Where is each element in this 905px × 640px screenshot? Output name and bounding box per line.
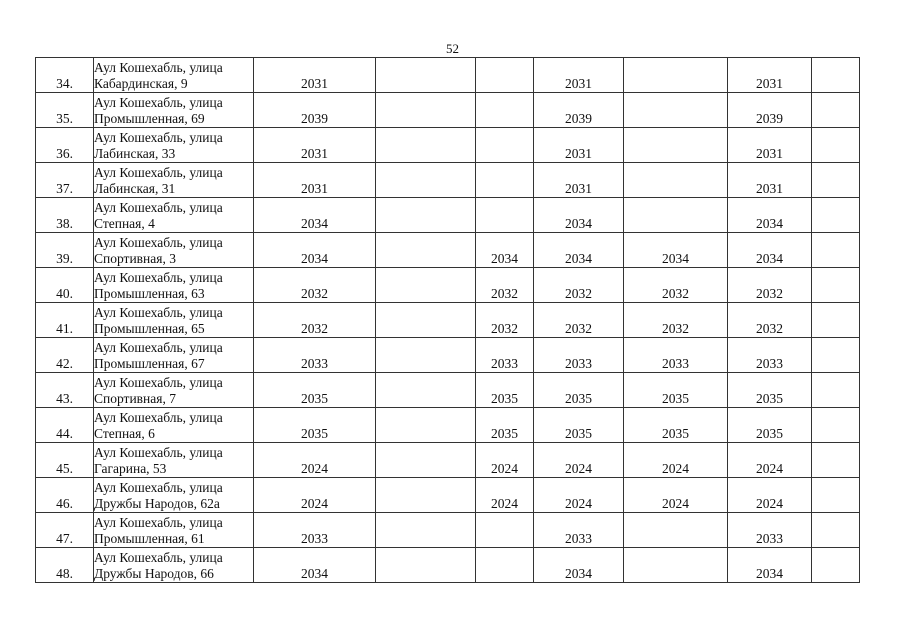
year-cell-7 [812,93,860,128]
address-cell [94,303,254,338]
year-cell-7 [812,373,860,408]
year-cell-7 [812,198,860,233]
address-line-2: Спортивная, 7 [94,391,176,406]
year-cell-3: 2034 [476,233,534,268]
address-line-2: Лабинская, 33 [94,146,176,161]
address-line-1: Аул Кошехабль, улица [94,60,223,75]
table-row [36,233,860,268]
year-cell-1: 2034 [254,233,376,268]
year-cell-4: 2033 [534,338,624,373]
address-cell [94,373,254,408]
table-row [36,58,860,93]
year-cell-2 [376,163,476,198]
address-line-2: Промышленная, 61 [94,531,205,546]
address-cell [94,478,254,513]
year-cell-7 [812,233,860,268]
year-cell-1: 2032 [254,268,376,303]
address-line-1: Аул Кошехабль, улица [94,550,223,565]
year-cell-4: 2024 [534,478,624,513]
row-number-cell: 45. [36,443,94,478]
page-number: 52 [446,41,459,56]
year-cell-4: 2034 [534,548,624,583]
year-cell-4: 2032 [534,268,624,303]
table-row [36,163,860,198]
table-row [36,478,860,513]
address-cell [94,163,254,198]
year-cell-6: 2031 [728,128,812,163]
year-cell-1: 2035 [254,408,376,443]
year-cell-3: 2035 [476,373,534,408]
table-body [36,58,860,583]
year-cell-2 [376,408,476,443]
year-cell-7 [812,58,860,93]
year-cell-2 [376,93,476,128]
year-cell-6: 2039 [728,93,812,128]
year-cell-7 [812,443,860,478]
address-cell [94,58,254,93]
address-line-2: Гагарина, 53 [94,461,167,476]
year-cell-5: 2033 [624,338,728,373]
address-line-1: Аул Кошехабль, улица [94,270,223,285]
year-cell-1: 2035 [254,373,376,408]
year-cell-6: 2032 [728,268,812,303]
address-line-2: Степная, 6 [94,426,155,441]
address-line-2: Степная, 4 [94,216,155,231]
table-row [36,548,860,583]
table-row [36,128,860,163]
year-cell-5: 2035 [624,408,728,443]
year-cell-1: 2039 [254,93,376,128]
year-cell-4: 2031 [534,128,624,163]
year-cell-2 [376,478,476,513]
year-cell-6: 2024 [728,443,812,478]
address-cell [94,513,254,548]
year-cell-5 [624,513,728,548]
year-cell-5 [624,128,728,163]
year-cell-1: 2033 [254,338,376,373]
year-cell-3: 2024 [476,478,534,513]
address-line-1: Аул Кошехабль, улица [94,235,223,250]
year-cell-7 [812,268,860,303]
table-row [36,198,860,233]
address-line-2: Кабардинская, 9 [94,76,188,91]
address-line-1: Аул Кошехабль, улица [94,515,223,530]
year-cell-3 [476,163,534,198]
year-cell-2 [376,303,476,338]
address-line-2: Дружбы Народов, 62а [94,496,220,511]
table-row [36,408,860,443]
year-cell-4: 2031 [534,163,624,198]
year-cell-6: 2034 [728,198,812,233]
address-line-2: Промышленная, 63 [94,286,205,301]
table-row [36,513,860,548]
year-cell-7 [812,338,860,373]
year-cell-5: 2035 [624,373,728,408]
year-cell-6: 2031 [728,163,812,198]
address-cell [94,128,254,163]
year-cell-6: 2033 [728,513,812,548]
row-number-cell: 37. [36,163,94,198]
year-cell-7 [812,163,860,198]
row-number-cell: 38. [36,198,94,233]
year-cell-1: 2031 [254,128,376,163]
table-row [36,303,860,338]
year-cell-3: 2032 [476,303,534,338]
address-line-1: Аул Кошехабль, улица [94,305,223,320]
year-cell-7 [812,548,860,583]
year-cell-6: 2032 [728,303,812,338]
address-cell [94,408,254,443]
year-cell-1: 2031 [254,58,376,93]
year-cell-2 [376,513,476,548]
address-cell [94,443,254,478]
address-line-2: Промышленная, 67 [94,356,205,371]
address-line-1: Аул Кошехабль, улица [94,130,223,145]
year-cell-3 [476,198,534,233]
year-cell-3 [476,128,534,163]
year-cell-6: 2031 [728,58,812,93]
address-cell [94,93,254,128]
year-cell-2 [376,443,476,478]
year-cell-6: 2035 [728,373,812,408]
year-cell-5 [624,58,728,93]
year-cell-4: 2033 [534,513,624,548]
year-cell-4: 2035 [534,373,624,408]
year-cell-5: 2024 [624,443,728,478]
year-cell-4: 2035 [534,408,624,443]
year-cell-6: 2033 [728,338,812,373]
address-line-1: Аул Кошехабль, улица [94,410,223,425]
year-cell-4: 2024 [534,443,624,478]
year-cell-3 [476,513,534,548]
table-row [36,443,860,478]
year-cell-4: 2031 [534,58,624,93]
year-cell-1: 2024 [254,443,376,478]
year-cell-5 [624,163,728,198]
year-cell-5: 2034 [624,233,728,268]
address-cell [94,233,254,268]
year-cell-3 [476,93,534,128]
year-cell-6: 2034 [728,233,812,268]
year-cell-1: 2032 [254,303,376,338]
year-cell-6: 2034 [728,548,812,583]
year-cell-2 [376,58,476,93]
table-row [36,93,860,128]
address-line-1: Аул Кошехабль, улица [94,375,223,390]
year-cell-5: 2032 [624,303,728,338]
year-cell-2 [376,198,476,233]
year-cell-4: 2034 [534,233,624,268]
address-line-1: Аул Кошехабль, улица [94,480,223,495]
row-number-cell: 47. [36,513,94,548]
year-cell-2 [376,373,476,408]
year-cell-6: 2035 [728,408,812,443]
address-cell [94,198,254,233]
year-cell-3 [476,548,534,583]
address-line-2: Спортивная, 3 [94,251,176,266]
address-line-1: Аул Кошехабль, улица [94,200,223,215]
year-cell-1: 2034 [254,198,376,233]
address-line-1: Аул Кошехабль, улица [94,445,223,460]
year-cell-5 [624,548,728,583]
year-cell-7 [812,408,860,443]
row-number-cell: 48. [36,548,94,583]
address-line-1: Аул Кошехабль, улица [94,165,223,180]
year-cell-3: 2035 [476,408,534,443]
year-cell-7 [812,128,860,163]
address-cell [94,548,254,583]
row-number-cell: 35. [36,93,94,128]
row-number-cell: 39. [36,233,94,268]
row-number-cell: 34. [36,58,94,93]
row-number-cell: 40. [36,268,94,303]
year-cell-1: 2024 [254,478,376,513]
year-cell-2 [376,268,476,303]
year-cell-3: 2033 [476,338,534,373]
row-number-cell: 44. [36,408,94,443]
year-cell-1: 2031 [254,163,376,198]
address-cell [94,338,254,373]
row-number-cell: 46. [36,478,94,513]
year-cell-3 [476,58,534,93]
address-line-2: Промышленная, 69 [94,111,205,126]
year-cell-5 [624,93,728,128]
address-cell [94,268,254,303]
address-line-2: Дружбы Народов, 66 [94,566,214,581]
year-cell-7 [812,303,860,338]
row-number-cell: 36. [36,128,94,163]
year-cell-3: 2032 [476,268,534,303]
year-cell-2 [376,233,476,268]
year-cell-7 [812,478,860,513]
row-number-cell: 41. [36,303,94,338]
row-number-cell: 43. [36,373,94,408]
data-table [35,57,860,583]
row-number-cell: 42. [36,338,94,373]
year-cell-3: 2024 [476,443,534,478]
year-cell-2 [376,548,476,583]
table-row [36,338,860,373]
address-line-2: Лабинская, 31 [94,181,176,196]
year-cell-6: 2024 [728,478,812,513]
year-cell-5: 2032 [624,268,728,303]
year-cell-5 [624,198,728,233]
year-cell-4: 2039 [534,93,624,128]
year-cell-1: 2034 [254,548,376,583]
address-line-1: Аул Кошехабль, улица [94,340,223,355]
year-cell-1: 2033 [254,513,376,548]
year-cell-2 [376,128,476,163]
address-line-1: Аул Кошехабль, улица [94,95,223,110]
year-cell-7 [812,513,860,548]
table-row [36,268,860,303]
year-cell-5: 2024 [624,478,728,513]
year-cell-4: 2034 [534,198,624,233]
year-cell-4: 2032 [534,303,624,338]
address-line-2: Промышленная, 65 [94,321,205,336]
year-cell-2 [376,338,476,373]
table-row [36,373,860,408]
